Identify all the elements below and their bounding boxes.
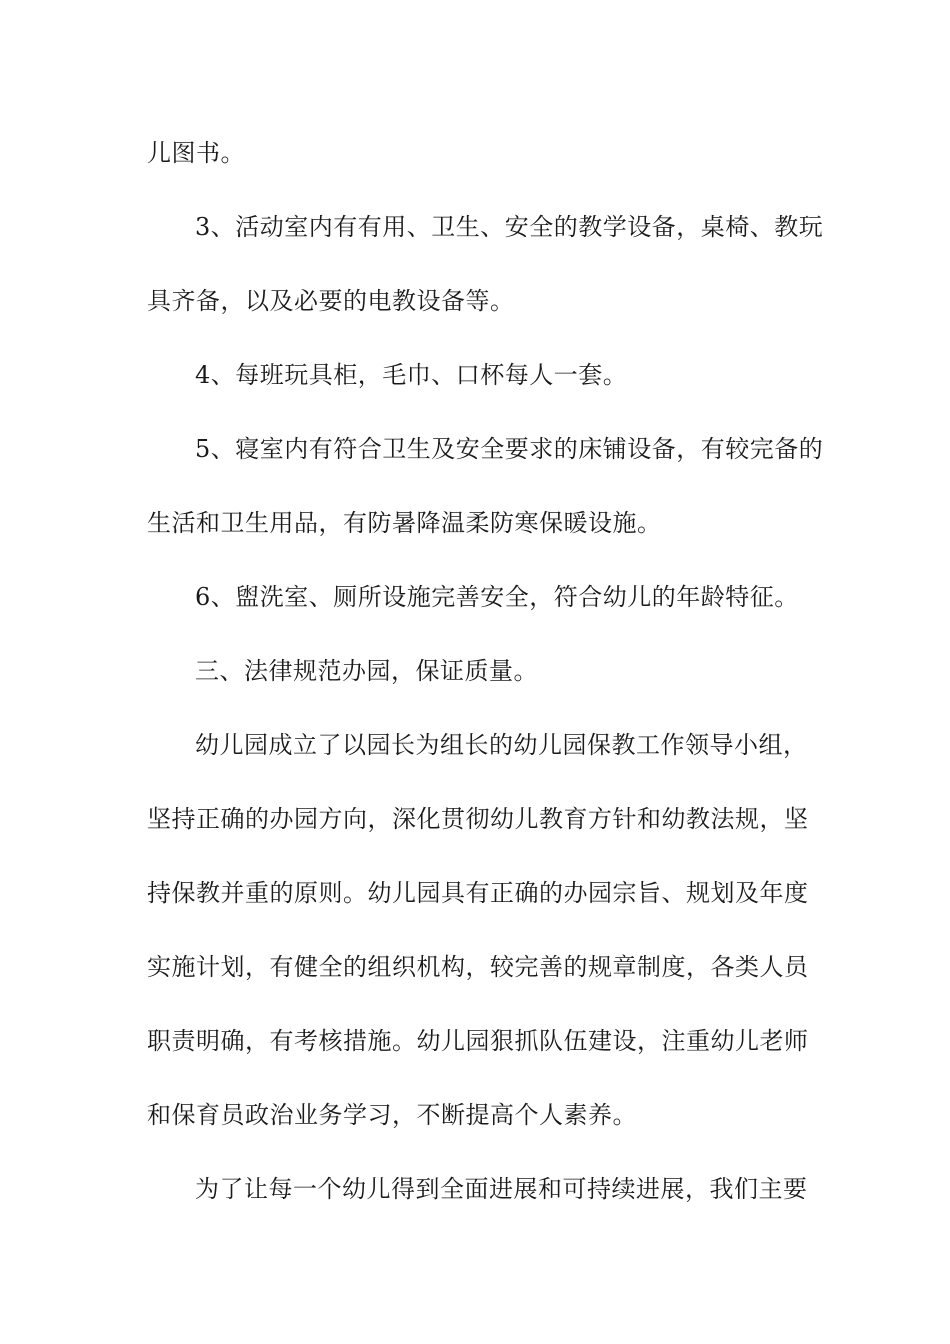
item-4-line-1: 4、每班玩具柜，毛巾、口杯每人一套。 [195, 361, 628, 389]
item-3-line-2: 具齐备，以及必要的电教设备等。 [147, 287, 515, 315]
paragraph-1-line-6: 和保育员政治业务学习，不断提高个人素养。 [147, 1101, 637, 1129]
item-6-line-1: 6、盥洗室、厕所设施完善安全，符合幼儿的年龄特征。 [195, 583, 799, 611]
item-5-line-2: 生活和卫生用品，有防暑降温柔防寒保暖设施。 [147, 509, 662, 537]
paragraph-1-line-1: 幼儿园成立了以园长为组长的幼儿园保教工作领导小组， [195, 731, 808, 759]
paragraph-2-line-1: 为了让每一个幼儿得到全面进展和可持续进展，我们主要 [195, 1175, 808, 1203]
paragraph-1-line-2: 坚持正确的办园方向，深化贯彻幼儿教育方针和幼教法规，坚 [147, 805, 809, 833]
item-5-line-1: 5、寝室内有符合卫生及安全要求的床铺设备，有较完备的 [195, 435, 824, 463]
paragraph-1-line-5: 职责明确，有考核措施。幼儿园狠抓队伍建设，注重幼儿老师 [147, 1027, 809, 1055]
paragraph-1-line-3: 持保教并重的原则。幼儿园具有正确的办园宗旨、规划及年度 [147, 879, 809, 907]
paragraph-1-line-4: 实施计划，有健全的组织机构，较完善的规章制度，各类人员 [147, 953, 809, 981]
text-line-1: 儿图书。 [147, 139, 245, 167]
item-3-line-1: 3、活动室内有有用、卫生、安全的教学设备，桌椅、教玩 [195, 213, 824, 241]
section-heading: 三、法律规范办园，保证质量。 [195, 657, 538, 685]
